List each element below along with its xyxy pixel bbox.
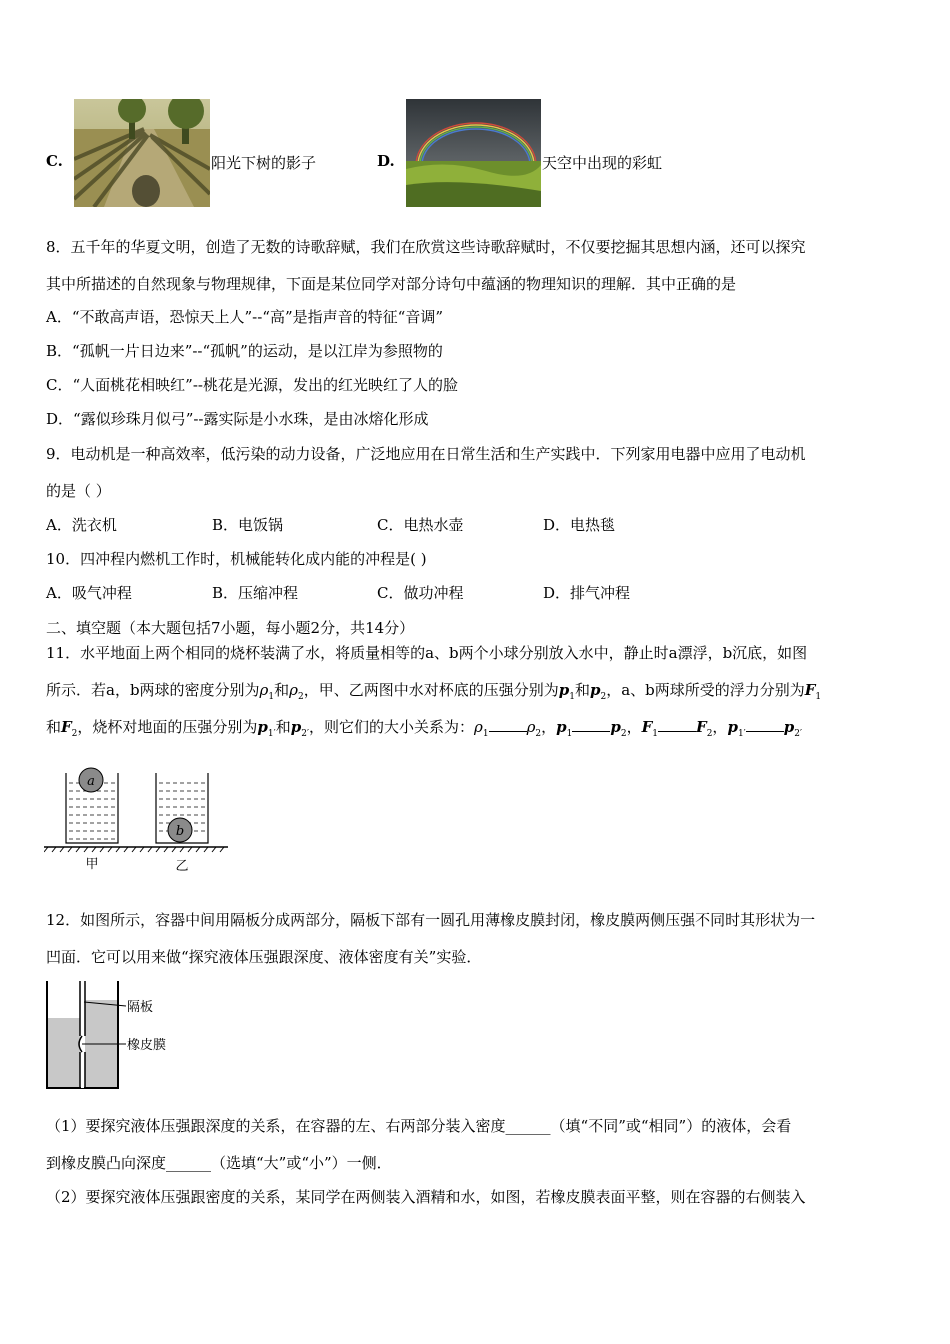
option-d-text: 天空中出现的彩虹 [542,154,663,172]
q10-option-b: B．压缩冲程 [212,584,299,602]
q11-line1: 11．水平地面上两个相同的烧杯装满了水，将质量相等的a、b两个小球分别放入水中，静止时a漂浮，b沉底，如图 [46,644,808,662]
section-title: 二、填空题（本大题包括7小题，每小题2分，共14分） [46,619,415,637]
q8-option-a: A．“不敢高声语，恐惊天上人”--“高”是指声音的特征“音调” [46,308,443,326]
ball-a-label: a [87,774,95,789]
q12-line1: 12．如图所示，容器中间用隔板分成两部分，隔板下部有一圆孔用薄橡皮膜封闭，橡皮膜两侧压强不同时其形状为一 [46,911,816,929]
q9-stem-line2: 的是（ ） [46,482,111,500]
q9-option-b: B．电饭锅 [212,516,284,534]
option-d-letter: D. [377,152,395,170]
q10-option-c: C．做功冲程 [377,584,464,602]
q8-stem-line1: 8．五千年的华夏文明，创造了无数的诗歌辞赋，我们在欣赏这些诗歌辞赋时，不仅要挖掘其思想内涵，还可以探究 [46,238,806,256]
q12-sub2-line1: （2）要探究液体压强跟密度的关系，某同学在两侧装入酒精和水，如图，若橡皮膜表面平整，则在容器的右侧装入 [46,1188,806,1206]
label-partition: 隔板 [127,1000,154,1015]
q11-line3: 和$F_2$，烧杯对地面的压强分别为$p_{1'}$和$p_{2'}$，则它们的大小关系为：$\rho_1$ $\rho_2$，$p_1$ $p_2$，$F_1$ $F_2$，$p_{1'}$ $p_{2'}$ [46,718,802,739]
q12-sub1-line2: 到橡皮膜凸向深度______（选填“大”或“小”）一侧． [46,1154,392,1172]
label-membrane: 橡皮膜 [127,1038,167,1053]
q8-option-b: B．“孤帆一片日边来”--“孤帆”的运动，是以江岸为参照物的 [46,342,443,360]
option-c-letter: C. [46,152,63,170]
q8-option-d: D．“露似珍珠月似弓”--露实际是小水珠，是由冰熔化形成 [46,410,429,428]
q11-line2: 所示．若a，b两球的密度分别为$\rho_1$和$\rho_2$，甲、乙两图中水对杯底的压强分别为$p_1$和$p_2$，a、b两球所受的浮力分别为$F_1$ [46,681,822,702]
q9-stem-line1: 9．电动机是一种高效率，低污染的动力设备，广泛地应用在日常生活和生产实践中．下列家用电器中应用了电动机 [46,445,806,463]
rainbow-image [406,99,541,207]
answer-blank[interactable] [572,719,610,732]
q12-sub1-line1: （1）要探究液体压强跟深度的关系，在容器的左、右两部分装入密度______（填“不同”或“相同”）的液体，会看 [46,1117,792,1135]
q10-stem: 10．四冲程内燃机工作时，机械能转化成内能的冲程是( ) [46,550,427,568]
container-figure [44,978,184,1093]
answer-blank[interactable] [489,719,527,732]
tree-shadow-image [74,99,210,207]
q10-option-d: D．排气冲程 [543,584,631,602]
answer-blank[interactable] [746,719,784,732]
q10-option-a: A．吸气冲程 [46,584,132,602]
label-jia: 甲 [85,857,99,872]
q9-option-a: A．洗衣机 [46,516,117,534]
q8-stem-line2: 其中所描述的自然现象与物理规律，下面是某位同学对部分诗句中蕴涵的物理知识的理解．其中正确的是 [46,275,737,293]
q8-option-c: C．“人面桃花相映红”--桃花是光源，发出的红光映红了人的脸 [46,376,458,394]
q9-option-c: C．电热水壶 [377,516,464,534]
q12-line2: 凹面．它可以用来做“探究液体压强跟深度、液体密度有关”实验． [46,948,482,966]
beakers-figure [44,765,230,875]
option-c-text: 阳光下树的影子 [211,154,317,172]
ball-b-label: b [175,824,185,839]
answer-blank[interactable] [658,719,696,732]
label-yi: 乙 [175,859,189,874]
q9-option-d: D．电热毯 [543,516,616,534]
